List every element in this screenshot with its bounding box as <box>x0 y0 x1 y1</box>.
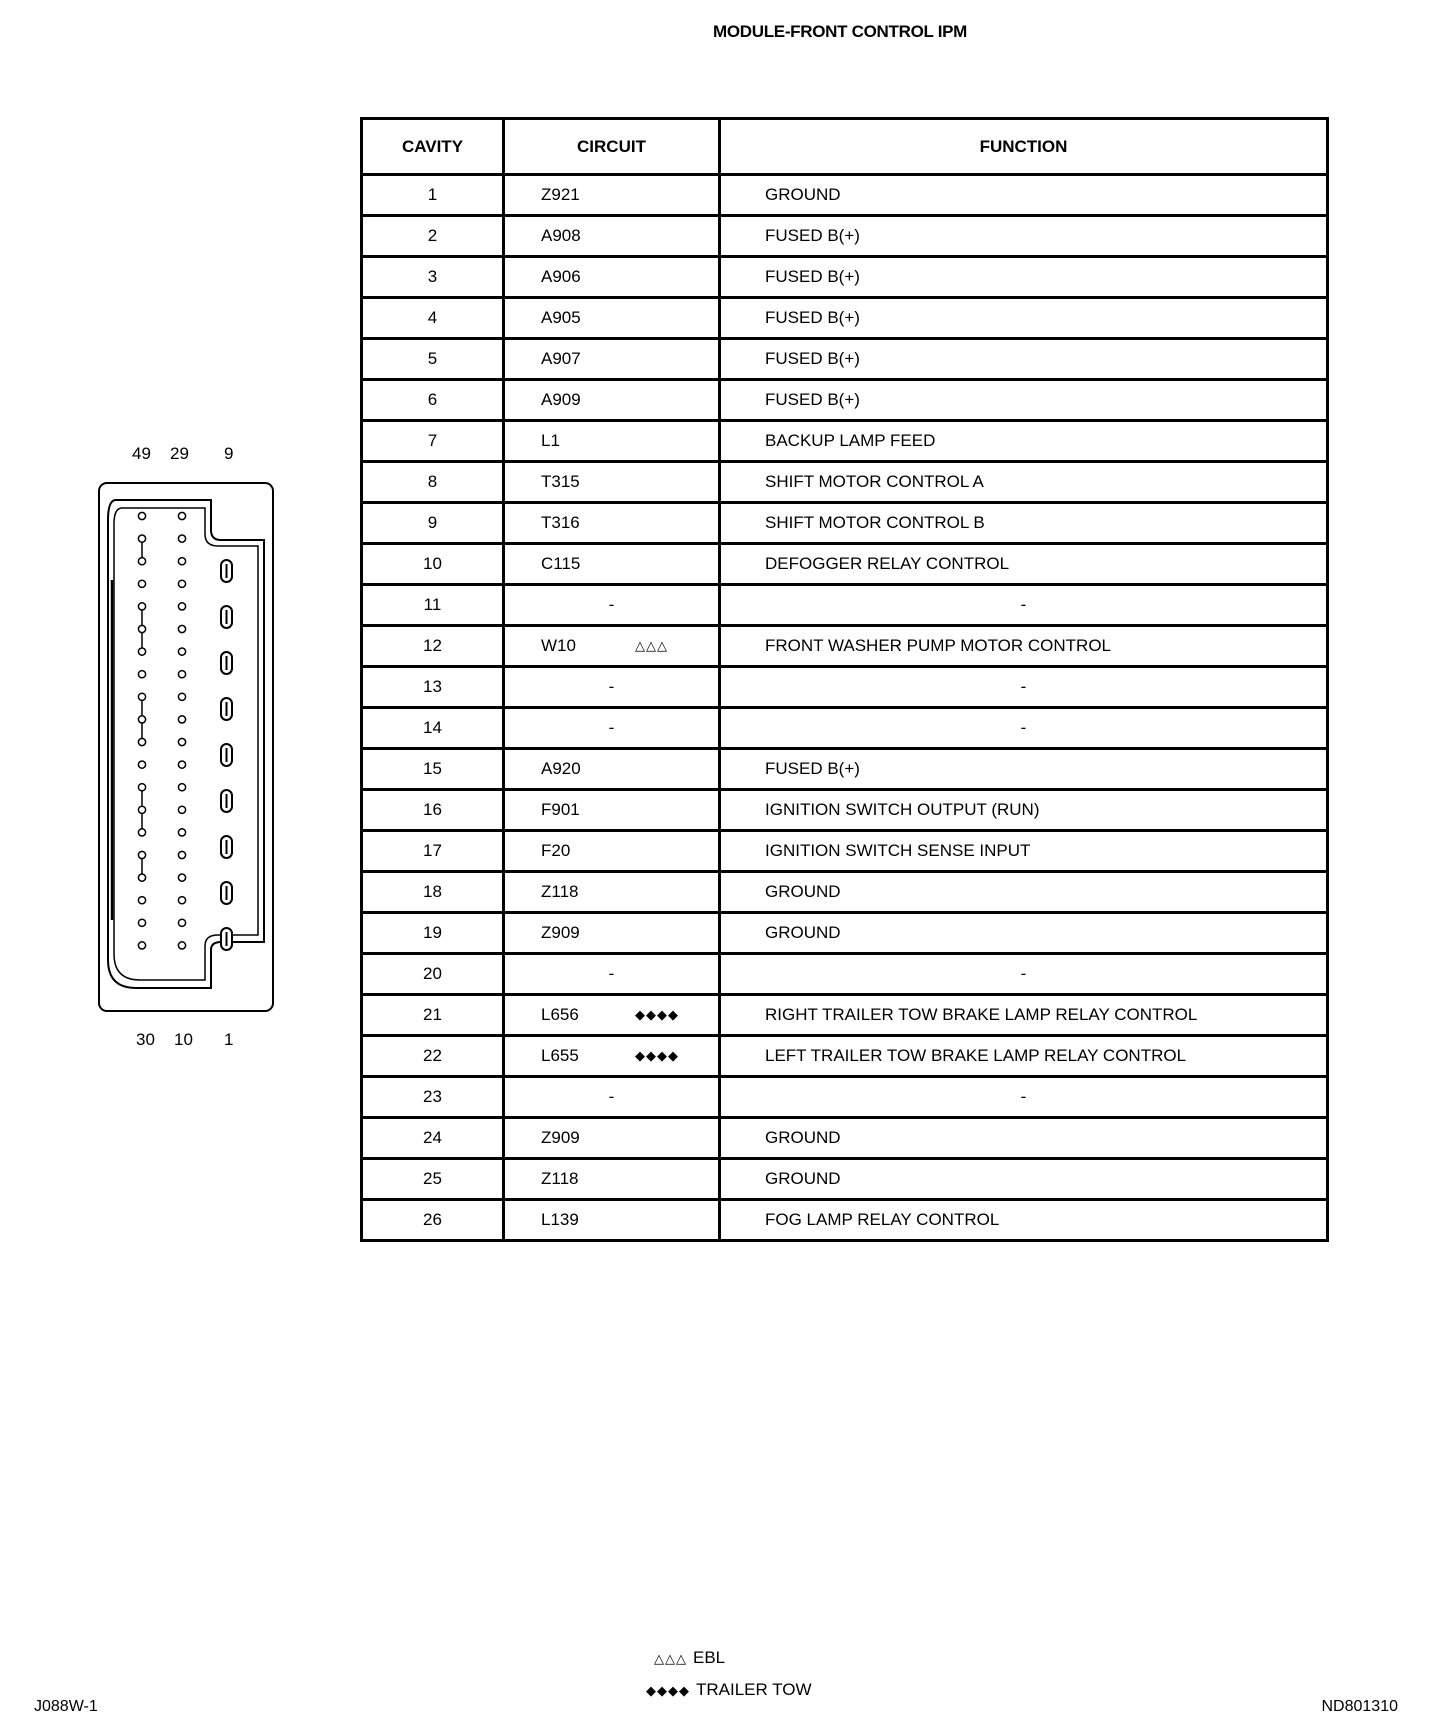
table-row <box>362 1159 1328 1200</box>
circuit-cell: - <box>504 667 720 708</box>
circuit-code: F901 <box>541 800 580 819</box>
pin-cavity-left <box>138 874 145 881</box>
pin-cavity-left <box>138 580 145 587</box>
cavity-cell: 13 <box>362 667 504 708</box>
pin-cavity-middle <box>178 829 185 836</box>
pin-cavity-middle <box>178 874 185 881</box>
connector-top-label: 9 <box>224 444 234 463</box>
pin-cavity-middle <box>178 648 185 655</box>
table-row <box>362 216 1328 257</box>
function-cell: FRONT WASHER PUMP MOTOR CONTROL <box>720 626 1328 667</box>
function-cell: GROUND <box>720 1118 1328 1159</box>
circuit-cell: - <box>504 585 720 626</box>
circuit-code: L656 <box>541 1005 579 1024</box>
cavity-cell: 11 <box>362 585 504 626</box>
circuit-cell: - <box>504 954 720 995</box>
circuit-code: L1 <box>541 431 560 450</box>
circuit-code: C115 <box>541 554 581 573</box>
circuit-code: A920 <box>541 759 581 778</box>
function-cell: FUSED B(+) <box>720 298 1328 339</box>
function-cell: - <box>720 585 1328 626</box>
circuit-cell <box>504 1118 720 1159</box>
table-row <box>362 749 1328 790</box>
function-cell: FOG LAMP RELAY CONTROL <box>720 1200 1328 1241</box>
circuit-cell <box>504 544 720 585</box>
pin-cavity-left <box>138 671 145 678</box>
pin-cavity-middle <box>178 761 185 768</box>
function-cell: - <box>720 954 1328 995</box>
cavity-cell: 24 <box>362 1118 504 1159</box>
circuit-cell <box>504 1200 720 1241</box>
connector-outline <box>96 480 280 1040</box>
circuit-cell <box>504 1159 720 1200</box>
pin-cavity-middle <box>178 580 185 587</box>
pin-cavity-left <box>138 897 145 904</box>
table-row <box>362 298 1328 339</box>
pin-cavity-middle <box>178 558 185 565</box>
pin-cavity-middle <box>178 693 185 700</box>
footer-right-code: ND801310 <box>1321 1698 1398 1715</box>
circuit-code: Z909 <box>541 923 580 942</box>
legend-label: TRAILER TOW <box>696 1680 812 1699</box>
circuit-cell <box>504 462 720 503</box>
circuit-code: A908 <box>541 226 581 245</box>
cavity-cell: 20 <box>362 954 504 995</box>
cavity-cell: 18 <box>362 872 504 913</box>
circuit-cell: - <box>504 708 720 749</box>
connector-top-label: 49 <box>132 444 151 463</box>
function-cell: GROUND <box>720 872 1328 913</box>
function-cell: LEFT TRAILER TOW BRAKE LAMP RELAY CONTROL <box>720 1036 1328 1077</box>
circuit-cell <box>504 257 720 298</box>
table-row <box>362 995 1328 1036</box>
function-cell: - <box>720 667 1328 708</box>
cavity-cell: 12 <box>362 626 504 667</box>
cavity-cell: 22 <box>362 1036 504 1077</box>
ebl-symbol-icon: △△△ <box>654 1651 687 1666</box>
circuit-code: A906 <box>541 267 581 286</box>
pin-cavity-left <box>138 558 145 565</box>
cavity-cell: 25 <box>362 1159 504 1200</box>
connector-bottom-label: 30 <box>136 1030 155 1049</box>
pin-cavity-middle <box>178 671 185 678</box>
header-cavity: CAVITY <box>362 119 504 175</box>
table-row <box>362 667 1328 708</box>
function-cell: GROUND <box>720 913 1328 954</box>
circuit-code: Z118 <box>541 1169 579 1188</box>
pinout-table <box>360 117 1329 1242</box>
header-circuit: CIRCUIT <box>504 119 720 175</box>
pin-cavity-middle <box>178 806 185 813</box>
cavity-cell: 7 <box>362 421 504 462</box>
circuit-code: F20 <box>541 841 571 860</box>
pin-cavity-middle <box>178 919 185 926</box>
cavity-cell: 19 <box>362 913 504 954</box>
function-cell: DEFOGGER RELAY CONTROL <box>720 544 1328 585</box>
cavity-cell: 23 <box>362 1077 504 1118</box>
cavity-cell: 21 <box>362 995 504 1036</box>
table-row <box>362 1077 1328 1118</box>
pin-cavity-middle <box>178 738 185 745</box>
function-cell: GROUND <box>720 175 1328 216</box>
pin-cavity-left <box>138 784 145 791</box>
circuit-code: L139 <box>541 1210 579 1229</box>
cavity-cell: 26 <box>362 1200 504 1241</box>
page-title: MODULE-FRONT CONTROL IPM <box>712 22 968 41</box>
table-row <box>362 175 1328 216</box>
circuit-cell <box>504 626 720 667</box>
cavity-cell: 1 <box>362 175 504 216</box>
connector-bottom-label: 1 <box>224 1030 234 1049</box>
header-function: FUNCTION <box>720 119 1328 175</box>
function-cell: IGNITION SWITCH OUTPUT (RUN) <box>720 790 1328 831</box>
legend-item-ebl <box>654 1648 725 1668</box>
circuit-code: Z921 <box>541 185 580 204</box>
table-row <box>362 257 1328 298</box>
pin-cavity-middle <box>178 625 185 632</box>
table-row <box>362 380 1328 421</box>
function-cell: FUSED B(+) <box>720 339 1328 380</box>
pin-cavity-left <box>138 716 145 723</box>
table-header-row <box>362 119 1328 175</box>
function-cell: FUSED B(+) <box>720 257 1328 298</box>
pin-cavity-left <box>138 693 145 700</box>
circuit-code: T316 <box>541 513 580 532</box>
circuit-cell <box>504 421 720 462</box>
table-row <box>362 421 1328 462</box>
legend-item-trailer-tow <box>646 1680 812 1700</box>
cavity-cell: 10 <box>362 544 504 585</box>
table-row <box>362 872 1328 913</box>
pin-cavity-left <box>138 806 145 813</box>
function-cell: FUSED B(+) <box>720 749 1328 790</box>
table-row <box>362 1036 1328 1077</box>
footer-left-code: J088W-1 <box>34 1698 98 1715</box>
pin-cavity-middle <box>178 535 185 542</box>
function-cell: FUSED B(+) <box>720 216 1328 257</box>
pin-cavity-left <box>138 738 145 745</box>
table-row <box>362 831 1328 872</box>
pin-cavity-left <box>138 535 145 542</box>
pin-cavity-left <box>138 603 145 610</box>
pin-cavity-middle <box>178 897 185 904</box>
circuit-cell <box>504 749 720 790</box>
cavity-cell: 17 <box>362 831 504 872</box>
legend-label: EBL <box>693 1648 726 1667</box>
pin-cavity-left <box>138 942 145 949</box>
pin-cavity-middle <box>178 512 185 519</box>
table-row <box>362 1200 1328 1241</box>
circuit-cell <box>504 831 720 872</box>
table-row <box>362 626 1328 667</box>
pin-cavity-left <box>138 851 145 858</box>
circuit-cell <box>504 913 720 954</box>
table-row <box>362 544 1328 585</box>
circuit-cell <box>504 339 720 380</box>
table-row <box>362 462 1328 503</box>
circuit-cell <box>504 1036 720 1077</box>
connector-top-label: 29 <box>170 444 189 463</box>
circuit-cell <box>504 503 720 544</box>
function-cell: SHIFT MOTOR CONTROL B <box>720 503 1328 544</box>
circuit-cell <box>504 872 720 913</box>
pin-cavity-left <box>138 512 145 519</box>
function-cell: - <box>720 1077 1328 1118</box>
circuit-code: W10 <box>541 636 576 655</box>
circuit-code: Z909 <box>541 1128 580 1147</box>
cavity-cell: 8 <box>362 462 504 503</box>
function-cell: GROUND <box>720 1159 1328 1200</box>
table-row <box>362 503 1328 544</box>
cavity-cell: 16 <box>362 790 504 831</box>
option-marker-icon: △△△ <box>635 638 668 653</box>
circuit-cell <box>504 995 720 1036</box>
table-row <box>362 708 1328 749</box>
cavity-cell: 4 <box>362 298 504 339</box>
circuit-cell: - <box>504 1077 720 1118</box>
table-row <box>362 913 1328 954</box>
cavity-cell: 9 <box>362 503 504 544</box>
pin-cavity-left <box>138 648 145 655</box>
cavity-cell: 2 <box>362 216 504 257</box>
function-cell: RIGHT TRAILER TOW BRAKE LAMP RELAY CONTROL <box>720 995 1328 1036</box>
pin-cavity-middle <box>178 851 185 858</box>
pin-cavity-middle <box>178 603 185 610</box>
pin-cavity-left <box>138 761 145 768</box>
cavity-cell: 3 <box>362 257 504 298</box>
pin-cavity-middle <box>178 716 185 723</box>
circuit-cell <box>504 790 720 831</box>
circuit-code: L655 <box>541 1046 579 1065</box>
circuit-code: T315 <box>541 472 580 491</box>
table-row <box>362 339 1328 380</box>
function-cell: FUSED B(+) <box>720 380 1328 421</box>
circuit-cell <box>504 380 720 421</box>
table-row <box>362 954 1328 995</box>
table-row <box>362 585 1328 626</box>
connector-diagram <box>96 440 280 1049</box>
option-marker-icon: ◆◆◆◆ <box>635 1007 679 1022</box>
circuit-code: Z118 <box>541 882 579 901</box>
trailer-tow-symbol-icon: ◆◆◆◆ <box>646 1683 690 1698</box>
function-cell: BACKUP LAMP FEED <box>720 421 1328 462</box>
cavity-cell: 5 <box>362 339 504 380</box>
circuit-cell <box>504 175 720 216</box>
circuit-cell <box>504 216 720 257</box>
function-cell: - <box>720 708 1328 749</box>
circuit-code: A907 <box>541 349 581 368</box>
pin-cavity-left <box>138 625 145 632</box>
table-row <box>362 1118 1328 1159</box>
circuit-code: A905 <box>541 308 581 327</box>
pin-cavity-left <box>138 919 145 926</box>
function-cell: SHIFT MOTOR CONTROL A <box>720 462 1328 503</box>
connector-bottom-label: 10 <box>174 1030 193 1049</box>
cavity-cell: 15 <box>362 749 504 790</box>
function-cell: IGNITION SWITCH SENSE INPUT <box>720 831 1328 872</box>
pin-cavity-middle <box>178 942 185 949</box>
cavity-cell: 6 <box>362 380 504 421</box>
pin-cavity-left <box>138 829 145 836</box>
cavity-cell: 14 <box>362 708 504 749</box>
pin-cavity-middle <box>178 784 185 791</box>
option-marker-icon: ◆◆◆◆ <box>635 1048 679 1063</box>
table-row <box>362 790 1328 831</box>
circuit-cell <box>504 298 720 339</box>
circuit-code: A909 <box>541 390 581 409</box>
